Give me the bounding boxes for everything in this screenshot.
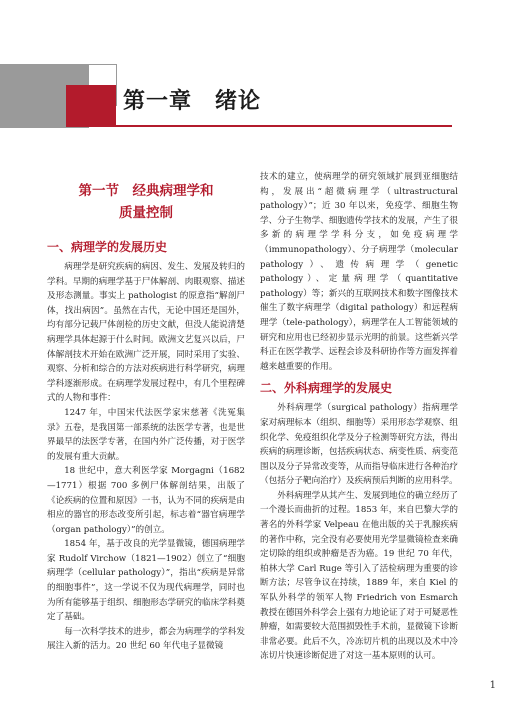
section-title-line1: 第一节 经典病理学和 bbox=[78, 183, 214, 199]
chapter-title: 第一章 绪论 bbox=[123, 88, 262, 114]
paragraph: 1854 年，基于改良的光学显微镜，德国病理学家 Rudolf Virchow（1821—1902）创立了“细胞病理学（cellular pathology）”，指出“疾病是异常的细胞事件”，这一学说不仅为现代病理学，同时也为所有能够基于组织、细胞形态学研究的临床学科奠定了基础。 bbox=[47, 539, 245, 623]
left-column bbox=[47, 170, 245, 654]
page-number: 1 bbox=[489, 680, 496, 691]
paragraph: 外科病理学（surgical pathology）指病理学家对病理标本（组织、细胞等）采用形态学观察、组织化学、免疫组织化学及分子检测等研究方法，得出疾病的病理诊断，包括疾病状态、病变性质、病变范围以及分子异常改变等，从而指导临床进行各种治疗（包括分子靶向治疗）及疾病预后判断的应用科学。 bbox=[260, 403, 458, 487]
subsection-title-surgical: 二、外科病理学的发展史 bbox=[260, 381, 393, 396]
paragraph: 外科病理学从其产生、发展到地位的确立经历了一个漫长而曲折的过程。1853 年，来自巴黎大学的著名的外科学家 Velpeau 在他出版的关于乳腺疾病的著作中称，完全没有必要使用光学显微镜检查来确定切除的组织或肿瘤是否为癌。19 世纪 70 年代，柏林大学 Carl Ruge 等引入了活检病理为重要的诊断方法；尽管争议在持续，1889 年，来自 Kiel 的军队外科学的领军人物 Friedrich von Esmarch 教授在德国外科学会上强有力地论证了对于可疑恶性肿瘤，如需要较大范围损毁性手术前，显微镜下诊断非常必要。此后不久，冷冻切片机的出现以及术中冷冻切片快速诊断促进了对这一基本原则的认可。 bbox=[260, 490, 458, 662]
paragraph-continued: 技术的建立，使病理学的研究领域扩展到亚细胞结构，发展出“超微病理学（ultrastructural pathology）”；近 30 年以来，免疫学、细胞生物学、分子生物学、细胞遗传学技术的发展，产生了很多新的病理学学科分支，如免疫病理学（immunopathology）、分子病理学（molecular pathology）、遗传病理学（genetic pathology）、定量病理学（quantitative pathology）等；新兴的互联网技术和数字图像技术催生了数字病理学（digital pathology）和远程病理学（tele-pathology），病理学在人工智能领域的研究和应用也已经初步显示光明的前景。这些新兴学科正在医学教学、远程会诊及科研协作等方面发挥着越来越重要的作用。 bbox=[260, 172, 458, 372]
paragraph: 病理学是研究疾病的病因、发生、发展及转归的学科。早期的病理学基于尸体解剖、肉眼观察、描述及形态测量。事实上 pathologist 的原意指“解剖尸体，找出病因”。虽然在古代，无论中国还是国外，均有部分记载尸体剖检的历史文献，但没人能说清楚病理学具体起源于什么时间。欧洲文艺复兴以后，尸体解剖技术开始在欧洲广泛开展，同时采用了实验、观察、分析和综合的方法对疾病进行科学研究，病理学科逐渐形成。在病理学发展过程中，有几个里程碑式的人物和事件： bbox=[47, 262, 245, 404]
right-column bbox=[260, 170, 458, 664]
paragraph: 每一次科学技术的进步，都会为病理学的学科发展注入新的活力。20 世纪 60 年代电子显微镜 bbox=[47, 626, 245, 652]
header-decor-red-block bbox=[66, 85, 116, 127]
section-title-line2: 质量控制 bbox=[119, 205, 173, 221]
paragraph: 1247 年，中国宋代法医学家宋慈著《洗冤集录》五卷，是我国第一部系统的法医学专著，也是世界最早的法医学专著，在国内外广泛传播，对于医学的发展有重大贡献。 bbox=[47, 407, 245, 462]
subsection-title-history: 一、病理学的发展历史 bbox=[47, 240, 168, 254]
section-title bbox=[47, 180, 245, 224]
paragraph: 18 世纪中，意大利医学家 Morgagni（1682—1771）根据 700 多例尸体解剖结果，出版了《论疾病的位置和原因》一书，认为不同的疾病是由相应的器官的形态改变所引起，标志着“器官病理学（organ pathology）”的创立。 bbox=[47, 466, 245, 535]
header-underline bbox=[116, 125, 452, 127]
